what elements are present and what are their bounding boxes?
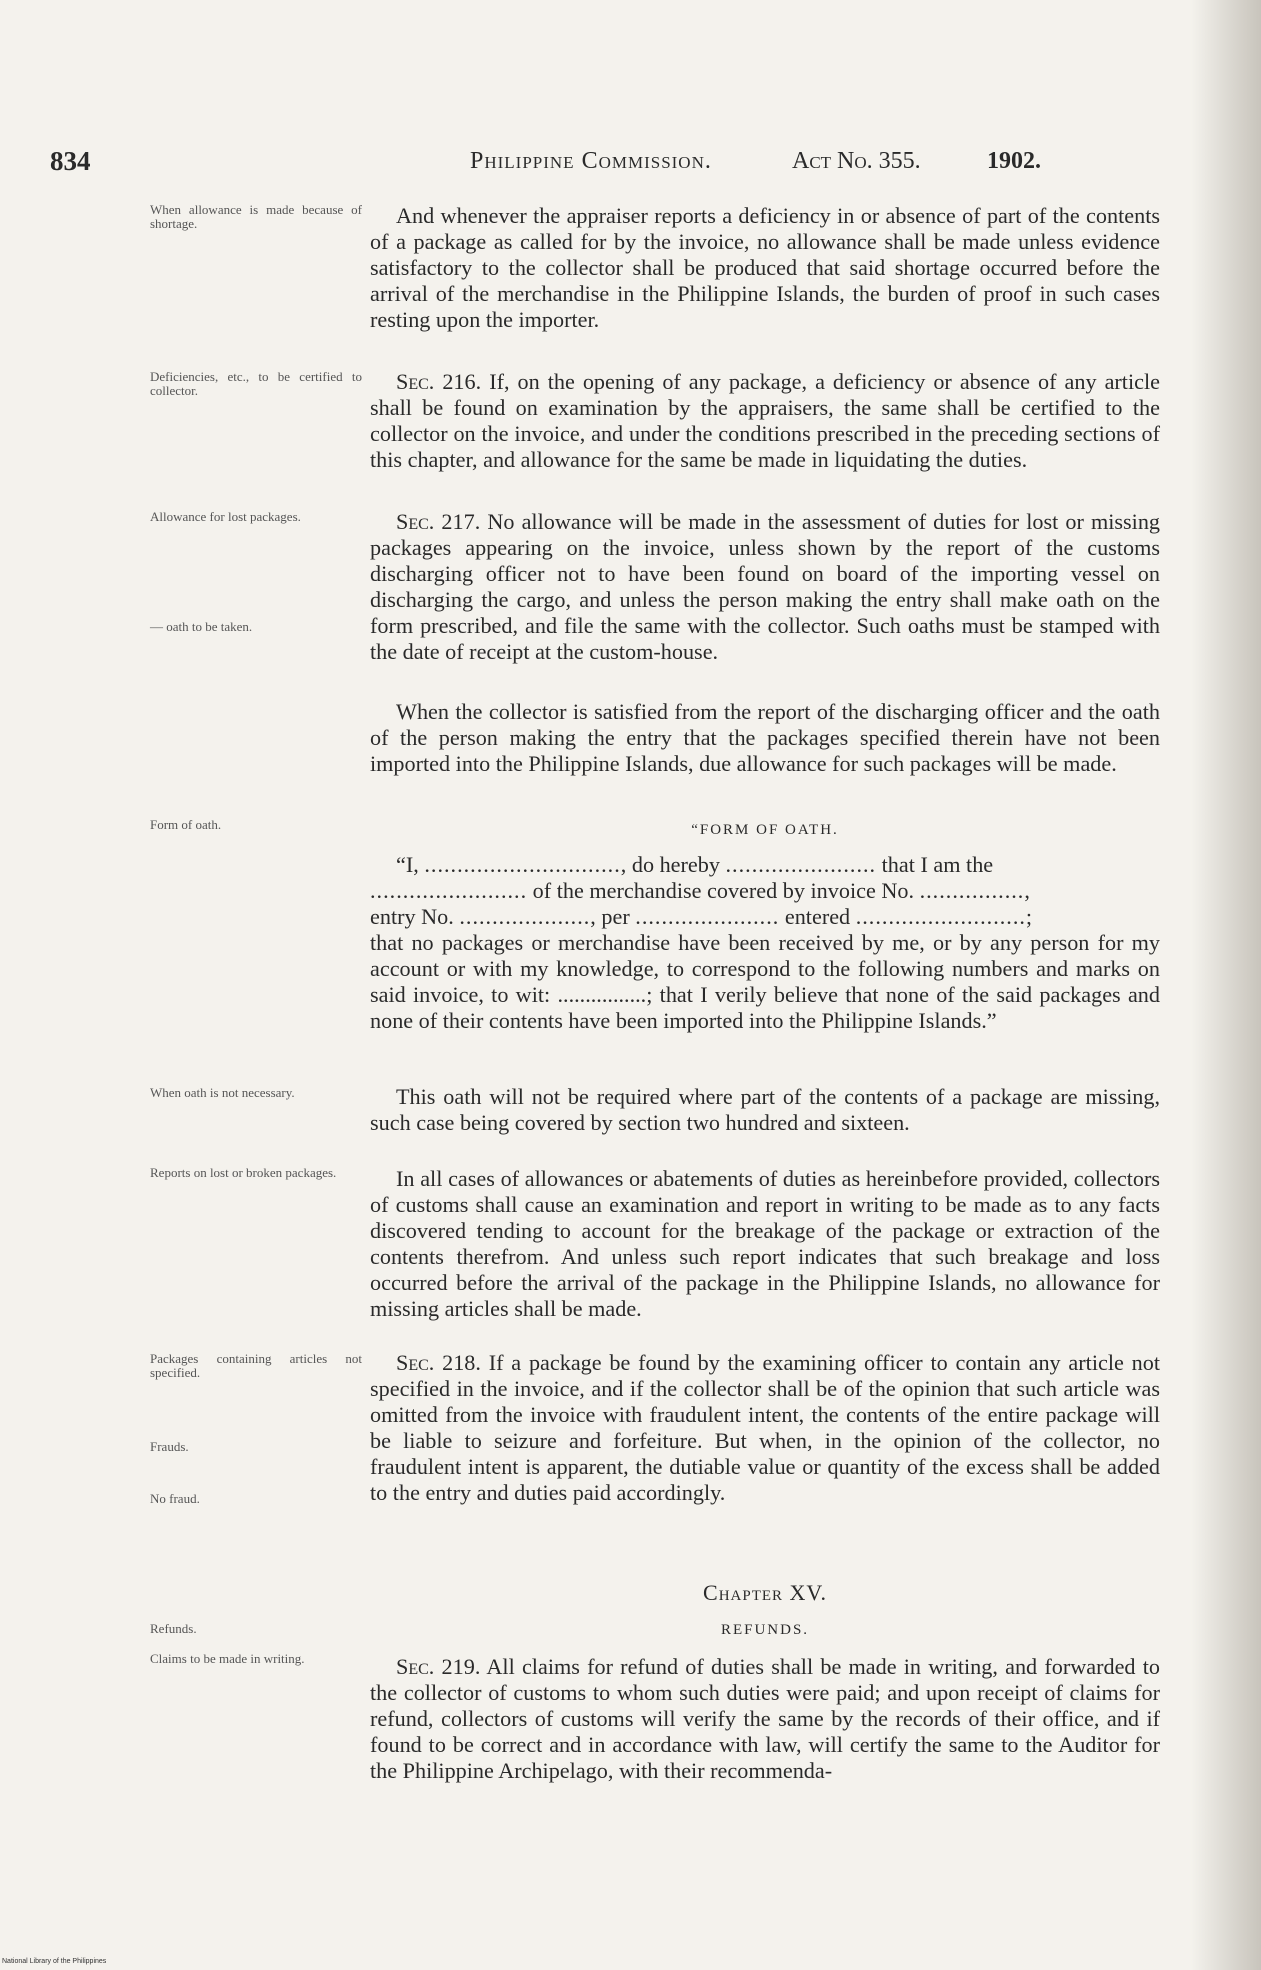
- page-header: [0, 146, 1261, 180]
- page-number: 834: [50, 146, 91, 176]
- margin-note: No fraud.: [150, 1491, 200, 1506]
- blank-field: ..........................: [855, 904, 1026, 929]
- oath-text: entry No.: [370, 904, 454, 929]
- oath-title: “FORM OF OATH.: [691, 822, 839, 838]
- paragraph-oath-not-required: This oath will not be required where part of the contents of a package are missing, such case being covered by section two hundred and sixteen.: [370, 1084, 1160, 1135]
- blank-field: ....................: [459, 904, 591, 929]
- paragraph-shortage: And whenever the appraiser reports a deficiency in or absence of part of the contents of a package as called for by the invoice, no allowance shall be made unless evidence satisfactory to the collector shall be produced that said shortage occurred before the arrival of the merchandise in the Philippine Islands, the burden of proof in such cases resting upon the importer.: [370, 203, 1160, 332]
- scan-edge-shadow: [1191, 0, 1261, 1970]
- oath-line: [370, 852, 1160, 878]
- section-text: If a package be found by the examining officer to contain any article not specified in the invoice, and if the collector shall be of the opinion that such article was omitted from the invoice with fraudulent intent, the contents of the entire package will be liable to seizure and forfeiture. But when, in the opinion of the collector, no fraudulent intent is apparent, the dutiable value or quantity of the excess shall be added to the entry and duties paid accordingly.: [370, 1350, 1160, 1505]
- margin-note: Form of oath.: [150, 817, 222, 832]
- section-219: [370, 1654, 1160, 1784]
- section-label: Sec. 218.: [396, 1350, 481, 1375]
- oath-text: , do hereby: [620, 852, 720, 877]
- scan-footer: National Library of the Philippines: [2, 1958, 107, 1965]
- oath-line: entry No. ...................., per ...................... entered ..........................;: [370, 904, 1033, 929]
- section-label: Sec. 217.: [396, 509, 481, 534]
- margin-note: Refunds.: [150, 1621, 197, 1636]
- margin-note: Allowance for lost packages.: [150, 509, 301, 524]
- oath-body: that no packages or merchandise have been received by me, or by any person for my account or with my knowledge, to correspond to the following numbers and marks on said invoice, to wit: ................; that I verily believe that none of the said packages and none of their contents have been imported into the Philippine Islands.”: [370, 930, 1160, 1033]
- margin-note: — oath to be taken.: [150, 619, 253, 634]
- running-head: Philippine Commission.: [470, 148, 712, 174]
- chapter-heading: Chapter XV.: [703, 1580, 827, 1605]
- margin-note: Packages containing articles not specified.: [150, 1351, 362, 1380]
- margin-note: When oath is not necessary.: [150, 1085, 295, 1100]
- section-text: No allowance will be made in the assessment of duties for lost or missing packages appearing on the invoice, unless shown by the report of the customs discharging officer not to have been found on board of the importing vessel on discharging the cargo, and unless the person making the entry shall make oath on the form prescribed, and file the same with the collector. Such oaths must be stamped with the date of receipt at the custom-house.: [370, 509, 1161, 664]
- blank-field: .......................: [725, 852, 877, 877]
- paragraph-collector-satisfied: When the collector is satisfied from the report of the discharging officer and the oath of the person making the entry that the packages specified therein have not been imported into the Philippine Islands, due allowance for such packages will be made.: [370, 699, 1160, 776]
- section-label: Sec. 219.: [396, 1654, 481, 1679]
- margin-note: Frauds.: [150, 1439, 189, 1454]
- oath-text: “I,: [396, 852, 419, 877]
- oath-text: of the merchandise covered by invoice No.: [532, 878, 915, 903]
- oath-text: , per: [590, 904, 630, 929]
- section-217: [370, 509, 1160, 665]
- section-label: Sec. 216.: [396, 369, 482, 394]
- oath-text: entered: [784, 904, 851, 929]
- oath-line: ........................ of the merchandise covered by invoice No. ................,: [370, 878, 1030, 903]
- blank-field: ................: [919, 878, 1025, 903]
- blank-field: ........................: [370, 878, 528, 903]
- blank-field: ......................: [635, 904, 780, 929]
- section-text: If, on the opening of any package, a deficiency or absence of any article shall be found on examination by the appraisers, the same shall be certified to the collector on the invoice, and under the conditions prescribed in the preceding sections of this chapter, and allowance for the same be made in liquidating the duties.: [370, 369, 1160, 472]
- paragraph-abatements: In all cases of allowances or abatements of duties as hereinbefore provided, collectors of customs shall cause an examination and report in writing to be made as to any facts discovered tending to account for the breakage of the package or extraction of the contents therefrom. And unless such report indicates that such breakage and loss occurred before the arrival of the package in the Philippine Islands, no allowance for missing articles shall be made.: [370, 1166, 1160, 1321]
- section-218: [370, 1350, 1160, 1506]
- running-head-year: 1902.: [987, 148, 1041, 174]
- oath-text: that I am the: [881, 852, 994, 877]
- oath-form: [370, 852, 1160, 1034]
- margin-note: When allowance is made because of shortage.: [150, 202, 362, 231]
- refunds-heading: REFUNDS.: [720, 1622, 810, 1638]
- blank-field: ..............................: [424, 852, 621, 877]
- margin-note: Deficiencies, etc., to be certified to collector.: [150, 369, 362, 398]
- margin-note: Claims to be made in writing.: [150, 1651, 305, 1666]
- running-head-act: Act No. 355.: [792, 148, 921, 174]
- margin-note: Reports on lost or broken packages.: [150, 1165, 337, 1180]
- section-text: All claims for refund of duties shall be made in writing, and forwarded to the collector of customs to whom such duties were paid; and upon receipt of claims for refund, collectors of customs will verify the same by the records of their office, and if found to be correct and in accordance with law, will certify the same to the Auditor for the Philippine Archipelago, with their recommenda-: [370, 1654, 1160, 1783]
- section-216: [370, 369, 1160, 473]
